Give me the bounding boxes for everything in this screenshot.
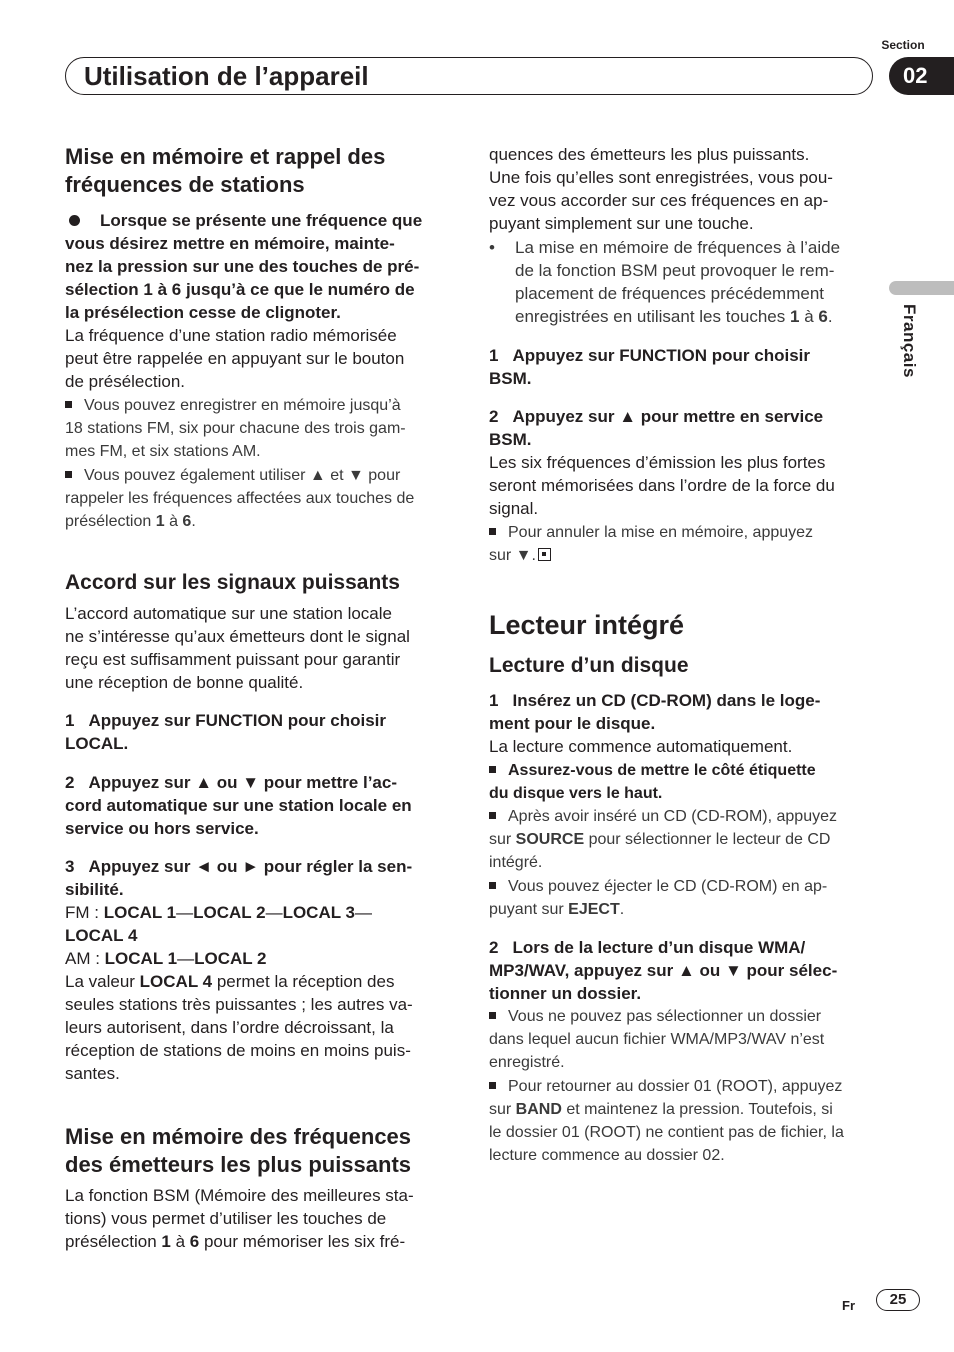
- language-tab-marker: [889, 281, 954, 295]
- heading-bsm: Mise en mémoire des fréquences des émetteurs les plus puissants: [65, 1124, 412, 1177]
- note-root: Pour retourner au dossier 01 (ROOT), appuyez sur BAND et maintenez la pression. Toutefois, si le dossier 01 (ROOT) ne contient pas de fichier, la lecture commence au dossier 02.: [489, 1078, 844, 1164]
- heading-lecture-disque: Lecture d’un disque: [489, 654, 689, 677]
- note-arrow-recall: Vous pouvez également utiliser ▲ et ▼ pour rappeler les fréquences affectées aux touches de présélection 1 à 6.: [65, 467, 415, 530]
- step-3-sensitivity: 3 Appuyez sur ◄ ou ► pour régler la sen- sibilité. FM : LOCAL 1—LOCAL 2—LOCAL 3— LOCAL 4 AM : LOCAL 1—LOCAL 2 La valeur LOCAL 4 permet la réception des seules stations très puissantes ; les autres va- leurs autorisent, dans l’ordre décroissant, la réception de stations de moins en moins puis- santes.: [65, 857, 413, 1083]
- note-square-icon: [489, 812, 496, 819]
- step-2-local: 2 Appuyez sur ▲ ou ▼ pour mettre l’ac- cord automatique sur une station locale en service ou hors service.: [65, 773, 412, 838]
- section-number-badge: 02: [889, 57, 954, 95]
- paragraph-accord: L’accord automatique sur une station locale ne s’intéresse qu’aux émetteurs dont le signal reçu est suffisamment puissant pour garantir une réception de bonne qualité.: [65, 604, 410, 692]
- note-square-icon: [489, 1082, 496, 1089]
- note-square-icon: [65, 401, 72, 408]
- note-folder: Vous ne pouvez pas sélectionner un dossier dans lequel aucun fichier WMA/MP3/WAV n’est enregistré.: [489, 1008, 825, 1071]
- step-1-local: 1 Appuyez sur FUNCTION pour choisir LOCAL.: [65, 711, 386, 753]
- paragraph-bsm-continued: quences des émetteurs les plus puissants. Une fois qu’elles sont enregistrées, vous pou- vez vous accorder sur ces fréquences en ap- puyant simplement sur une touche.: [489, 145, 833, 233]
- note-square-icon: [489, 1012, 496, 1019]
- paragraph-bsm: La fonction BSM (Mémoire des meilleures sta- tions) vous permet d’utiliser les touches de présélection 1 à 6 pour mémoriser les six fré-: [65, 1186, 414, 1251]
- note-source: Après avoir inséré un CD (CD-ROM), appuyez sur SOURCE pour sélectionner le lecteur de CD intégré.: [489, 808, 837, 871]
- note-label-up: Assurez-vous de mettre le côté étiquette du disque vers le haut.: [489, 762, 816, 802]
- heading-accord: Accord sur les signaux puissants: [65, 571, 400, 594]
- step-2-folder: 2 Lors de la lecture d’un disque WMA/ MP3/WAV, appuyez sur ▲ ou ▼ pour sélec- tionner un dossier.: [489, 938, 838, 1003]
- bold-instruction: Lorsque se présente une fréquence que vous désirez mettre en mémoire, mainte- nez la pression sur une des touches de pré- sélection 1 à 6 jusqu’à ce que le numéro de la présélection cesse de clignoter.: [65, 211, 423, 322]
- note-square-icon: [65, 471, 72, 478]
- note-square-icon: [489, 766, 496, 773]
- note-storage-capacity: Vous pouvez enregistrer en mémoire jusqu’à 18 stations FM, six pour chacune des trois gam- mes FM, et six stations AM.: [65, 397, 406, 460]
- note-eject: Vous pouvez éjecter le CD (CD-ROM) en ap- puyant sur EJECT.: [489, 878, 828, 918]
- bullet-dot-icon: [69, 215, 80, 226]
- heading-memoire-rappel: Mise en mémoire et rappel des fréquences de stations: [65, 144, 386, 197]
- note-square-icon: [489, 882, 496, 889]
- paragraph-recall: La fréquence d’une station radio mémorisée peut être rappelée en appuyant sur le bouton de présélection.: [65, 326, 405, 391]
- page-title: Utilisation de l’appareil: [84, 61, 369, 91]
- step-2-bsm: 2 Appuyez sur ▲ pour mettre en service BSM. Les six fréquences d’émission les plus fortes seront mémorisées dans l’ordre de la force du signal.: [489, 407, 835, 518]
- step-1-bsm: 1 Appuyez sur FUNCTION pour choisir BSM.: [489, 346, 810, 388]
- step-1-insert: 1 Insérez un CD (CD-ROM) dans le loge- ment pour le disque. La lecture commence automatiquement.: [489, 691, 821, 756]
- language-tab-label: Français: [900, 304, 919, 378]
- bullet-bsm-replace: • La mise en mémoire de fréquences à l’aide de la fonction BSM peut provoquer le rem- placement de fréquences précédemment enregistrées en utilisant les touches 1 à 6.: [489, 238, 841, 326]
- note-square-icon: [489, 528, 496, 535]
- page-number: 25: [876, 1289, 920, 1311]
- section-label: Section: [881, 38, 925, 52]
- end-of-section-icon: [538, 548, 551, 561]
- heading-lecteur-integre: Lecteur intégré: [489, 610, 685, 640]
- footer-language-code: Fr: [842, 1298, 855, 1313]
- note-cancel: Pour annuler la mise en mémoire, appuyez sur ▼.: [489, 524, 814, 564]
